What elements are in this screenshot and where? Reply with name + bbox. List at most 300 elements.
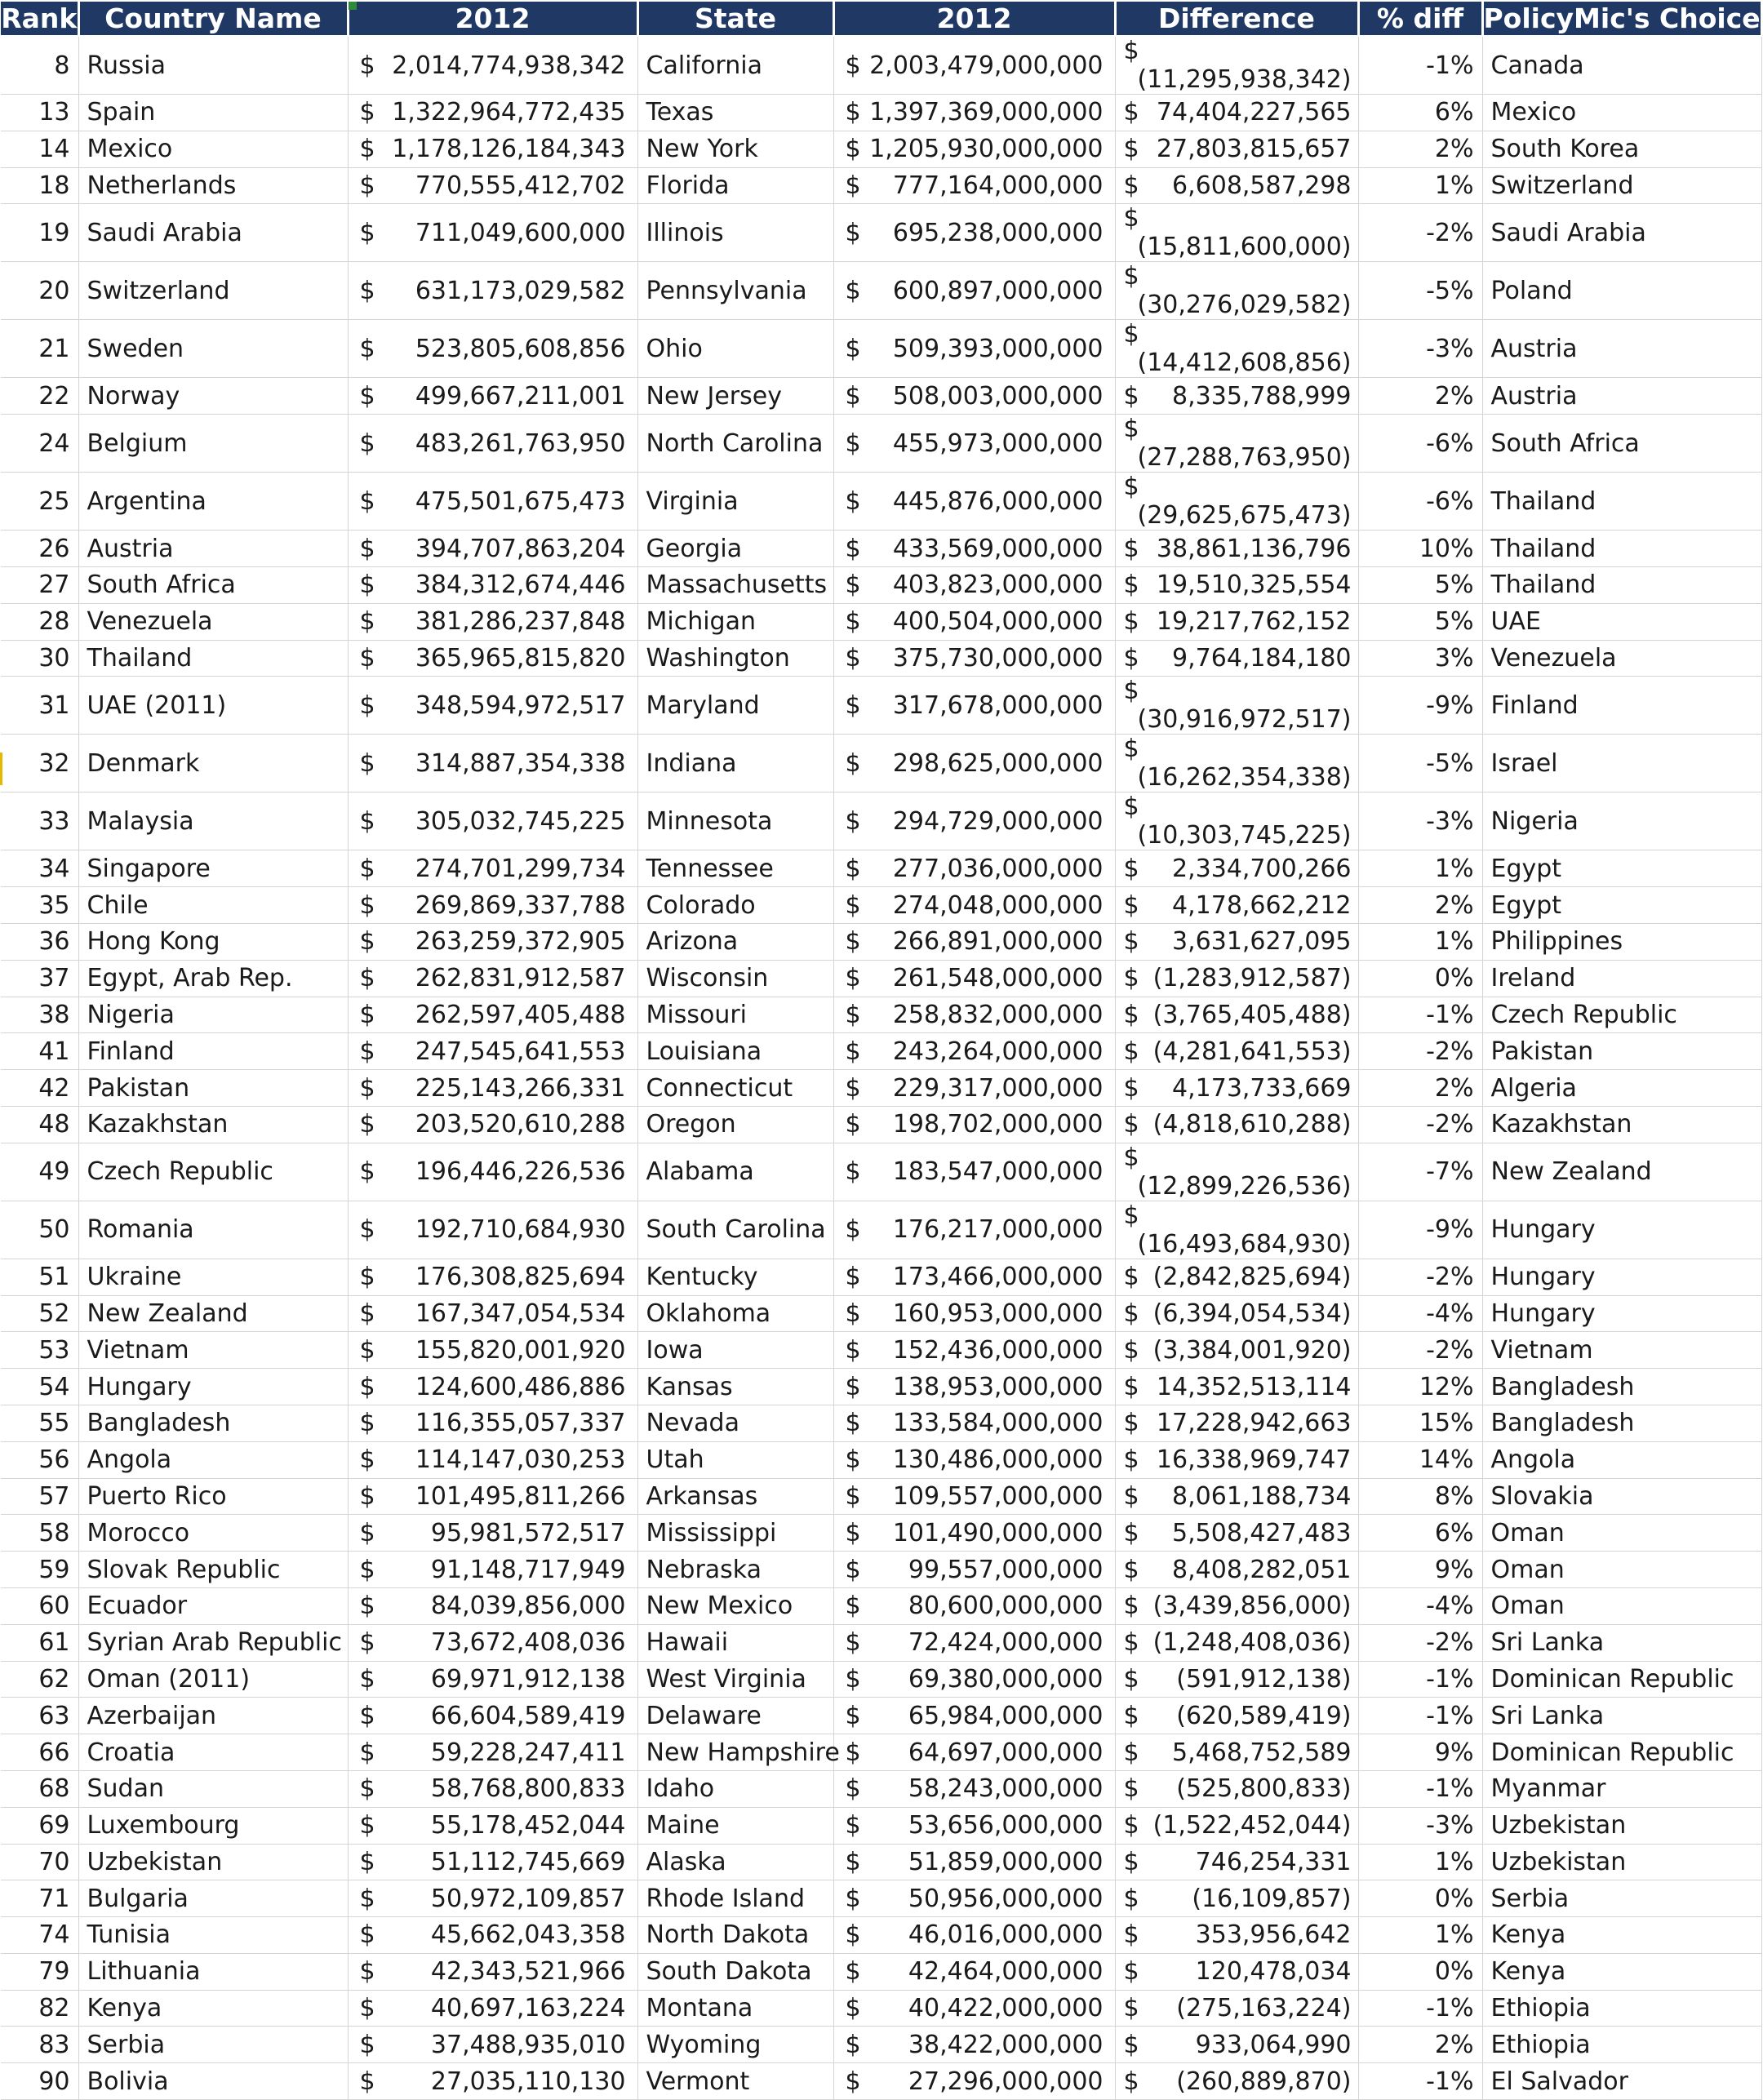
cell-rank[interactable]: 26 (1, 531, 78, 567)
cell-pct-diff[interactable]: 2% (1358, 378, 1482, 415)
cell-country-name[interactable]: Sudan (78, 1770, 348, 1807)
cell-state[interactable]: Georgia (637, 531, 833, 567)
cell-state[interactable]: Maryland (637, 677, 833, 735)
cell-country-gdp[interactable] (348, 850, 637, 887)
cell-country-gdp[interactable] (348, 36, 637, 95)
cell-rank[interactable]: 25 (1, 473, 78, 531)
cell-state-gdp[interactable] (833, 1734, 1115, 1771)
cell-difference[interactable] (1115, 1295, 1358, 1332)
cell-country-gdp[interactable] (348, 603, 637, 640)
cell-country-gdp[interactable] (348, 2027, 637, 2063)
cell-difference[interactable] (1115, 1106, 1358, 1143)
cell-state[interactable]: Kansas (637, 1369, 833, 1405)
cell-rank[interactable]: 55 (1, 1405, 78, 1441)
cell-country-name[interactable]: Luxembourg (78, 1807, 348, 1844)
cell-country-name[interactable]: Uzbekistan (78, 1844, 348, 1880)
cell-state-gdp[interactable] (833, 204, 1115, 262)
cell-difference[interactable] (1115, 36, 1358, 95)
cell-country-gdp[interactable] (348, 792, 637, 850)
cell-country-name[interactable]: Spain (78, 95, 348, 131)
cell-policymic-choice[interactable]: El Salvador (1482, 2063, 1761, 2100)
cell-country-name[interactable]: Norway (78, 378, 348, 415)
cell-country-name[interactable]: Angola (78, 1441, 348, 1478)
cell-country-name[interactable]: Sweden (78, 320, 348, 378)
cell-state-gdp[interactable] (833, 378, 1115, 415)
cell-country-name[interactable]: Switzerland (78, 262, 348, 320)
cell-state-gdp[interactable] (833, 923, 1115, 960)
cell-policymic-choice[interactable]: Egypt (1482, 850, 1761, 887)
cell-difference[interactable] (1115, 1259, 1358, 1295)
cell-state-gdp[interactable] (833, 1807, 1115, 1844)
cell-rank[interactable]: 36 (1, 923, 78, 960)
cell-state[interactable]: Idaho (637, 1770, 833, 1807)
cell-pct-diff[interactable]: -2% (1358, 1033, 1482, 1070)
header-pct-diff[interactable]: % diff (1358, 2, 1482, 36)
cell-country-name[interactable]: Ukraine (78, 1259, 348, 1295)
cell-state[interactable]: Arizona (637, 923, 833, 960)
cell-state-gdp[interactable] (833, 1661, 1115, 1698)
cell-state[interactable]: South Carolina (637, 1201, 833, 1259)
cell-difference[interactable] (1115, 473, 1358, 531)
cell-state-gdp[interactable] (833, 473, 1115, 531)
cell-rank[interactable]: 30 (1, 640, 78, 677)
cell-difference[interactable] (1115, 1143, 1358, 1201)
cell-rank[interactable]: 24 (1, 415, 78, 473)
cell-policymic-choice[interactable]: Finland (1482, 677, 1761, 735)
cell-difference[interactable] (1115, 1552, 1358, 1588)
cell-policymic-choice[interactable]: Ethiopia (1482, 1990, 1761, 2027)
cell-rank[interactable]: 62 (1, 1661, 78, 1698)
cell-country-gdp[interactable] (348, 1844, 637, 1880)
cell-pct-diff[interactable]: 0% (1358, 1953, 1482, 1990)
cell-difference[interactable] (1115, 1332, 1358, 1369)
cell-pct-diff[interactable]: 0% (1358, 1880, 1482, 1917)
cell-difference[interactable] (1115, 1201, 1358, 1259)
cell-state[interactable]: Nebraska (637, 1552, 833, 1588)
cell-state[interactable]: Nevada (637, 1405, 833, 1441)
cell-state[interactable]: Wyoming (637, 2027, 833, 2063)
cell-state-gdp[interactable] (833, 2027, 1115, 2063)
cell-pct-diff[interactable]: -1% (1358, 1990, 1482, 2027)
cell-country-name[interactable]: Tunisia (78, 1917, 348, 1954)
cell-pct-diff[interactable]: -3% (1358, 320, 1482, 378)
cell-policymic-choice[interactable]: Algeria (1482, 1070, 1761, 1107)
cell-policymic-choice[interactable]: Hungary (1482, 1201, 1761, 1259)
cell-policymic-choice[interactable]: Dominican Republic (1482, 1661, 1761, 1698)
cell-rank[interactable]: 54 (1, 1369, 78, 1405)
cell-state-gdp[interactable] (833, 1295, 1115, 1332)
cell-rank[interactable]: 52 (1, 1295, 78, 1332)
cell-country-gdp[interactable] (348, 1369, 637, 1405)
cell-pct-diff[interactable]: 12% (1358, 1369, 1482, 1405)
cell-pct-diff[interactable]: 10% (1358, 531, 1482, 567)
cell-difference[interactable] (1115, 2063, 1358, 2100)
cell-rank[interactable]: 41 (1, 1033, 78, 1070)
cell-difference[interactable] (1115, 1478, 1358, 1515)
cell-difference[interactable] (1115, 997, 1358, 1033)
cell-policymic-choice[interactable]: Kenya (1482, 1917, 1761, 1954)
cell-country-name[interactable]: Chile (78, 887, 348, 924)
cell-rank[interactable]: 22 (1, 378, 78, 415)
cell-country-gdp[interactable] (348, 1441, 637, 1478)
cell-policymic-choice[interactable]: Saudi Arabia (1482, 204, 1761, 262)
cell-state[interactable]: Texas (637, 95, 833, 131)
cell-country-gdp[interactable] (348, 1332, 637, 1369)
cell-state[interactable]: Colorado (637, 887, 833, 924)
cell-state[interactable]: Vermont (637, 2063, 833, 2100)
cell-pct-diff[interactable]: -4% (1358, 1587, 1482, 1624)
cell-country-gdp[interactable] (348, 1917, 637, 1954)
cell-state[interactable]: Iowa (637, 1332, 833, 1369)
cell-country-gdp[interactable] (348, 473, 637, 531)
cell-difference[interactable] (1115, 1587, 1358, 1624)
cell-difference[interactable] (1115, 378, 1358, 415)
cell-pct-diff[interactable]: -1% (1358, 1698, 1482, 1734)
cell-difference[interactable] (1115, 1807, 1358, 1844)
cell-difference[interactable] (1115, 887, 1358, 924)
cell-rank[interactable]: 34 (1, 850, 78, 887)
cell-state[interactable]: Wisconsin (637, 960, 833, 997)
cell-state[interactable]: New Mexico (637, 1587, 833, 1624)
cell-pct-diff[interactable]: 2% (1358, 2027, 1482, 2063)
cell-rank[interactable]: 14 (1, 131, 78, 167)
cell-rank[interactable]: 51 (1, 1259, 78, 1295)
cell-country-gdp[interactable] (348, 566, 637, 603)
cell-difference[interactable] (1115, 640, 1358, 677)
cell-country-name[interactable]: Azerbaijan (78, 1698, 348, 1734)
cell-rank[interactable]: 27 (1, 566, 78, 603)
header-policymic-choice[interactable]: PolicyMic's Choice (1483, 2, 1761, 34)
cell-difference[interactable] (1115, 167, 1358, 204)
cell-state-gdp[interactable] (833, 1698, 1115, 1734)
cell-country-name[interactable]: Nigeria (78, 997, 348, 1033)
cell-state[interactable]: Oklahoma (637, 1295, 833, 1332)
cell-difference[interactable] (1115, 1880, 1358, 1917)
cell-rank[interactable]: 37 (1, 960, 78, 997)
cell-state-gdp[interactable] (833, 1259, 1115, 1295)
cell-pct-diff[interactable]: -6% (1358, 415, 1482, 473)
cell-country-name[interactable]: Kenya (78, 1990, 348, 2027)
cell-state-gdp[interactable] (833, 887, 1115, 924)
cell-state[interactable]: Pennsylvania (637, 262, 833, 320)
cell-state[interactable]: Delaware (637, 1698, 833, 1734)
cell-difference[interactable] (1115, 566, 1358, 603)
cell-state-gdp[interactable] (833, 531, 1115, 567)
cell-state[interactable]: Alabama (637, 1143, 833, 1201)
cell-pct-diff[interactable]: 1% (1358, 1844, 1482, 1880)
cell-rank[interactable]: 50 (1, 1201, 78, 1259)
cell-country-name[interactable]: Malaysia (78, 792, 348, 850)
cell-state-gdp[interactable] (833, 415, 1115, 473)
cell-pct-diff[interactable]: 5% (1358, 603, 1482, 640)
cell-rank[interactable]: 90 (1, 2063, 78, 2100)
cell-rank[interactable]: 35 (1, 887, 78, 924)
cell-country-gdp[interactable] (348, 887, 637, 924)
cell-rank[interactable]: 70 (1, 1844, 78, 1880)
cell-country-gdp[interactable] (348, 960, 637, 997)
cell-policymic-choice[interactable]: Ireland (1482, 960, 1761, 997)
cell-state[interactable]: Connecticut (637, 1070, 833, 1107)
cell-state[interactable]: Rhode Island (637, 1880, 833, 1917)
cell-difference[interactable] (1115, 320, 1358, 378)
cell-state-gdp[interactable] (833, 1478, 1115, 1515)
cell-policymic-choice[interactable]: Pakistan (1482, 1033, 1761, 1070)
cell-state[interactable]: West Virginia (637, 1661, 833, 1698)
cell-difference[interactable] (1115, 1070, 1358, 1107)
cell-policymic-choice[interactable]: Vietnam (1482, 1332, 1761, 1369)
cell-policymic-choice[interactable]: Kenya (1482, 1953, 1761, 1990)
cell-policymic-choice[interactable]: Canada (1482, 36, 1761, 95)
cell-state-gdp[interactable] (833, 131, 1115, 167)
cell-rank[interactable]: 61 (1, 1624, 78, 1661)
cell-pct-diff[interactable]: -4% (1358, 1295, 1482, 1332)
cell-country-name[interactable]: Singapore (78, 850, 348, 887)
cell-country-name[interactable]: Belgium (78, 415, 348, 473)
cell-rank[interactable]: 71 (1, 1880, 78, 1917)
cell-country-name[interactable]: Mexico (78, 131, 348, 167)
cell-state[interactable]: New Jersey (637, 378, 833, 415)
cell-policymic-choice[interactable]: Sri Lanka (1482, 1698, 1761, 1734)
cell-country-name[interactable]: Finland (78, 1033, 348, 1070)
cell-state-gdp[interactable] (833, 792, 1115, 850)
cell-rank[interactable]: 57 (1, 1478, 78, 1515)
cell-difference[interactable] (1115, 735, 1358, 792)
cell-state[interactable]: New York (637, 131, 833, 167)
cell-country-name[interactable]: Saudi Arabia (78, 204, 348, 262)
cell-pct-diff[interactable]: 0% (1358, 960, 1482, 997)
cell-policymic-choice[interactable]: Uzbekistan (1482, 1844, 1761, 1880)
cell-pct-diff[interactable]: -1% (1358, 1770, 1482, 1807)
cell-country-gdp[interactable] (348, 531, 637, 567)
cell-difference[interactable] (1115, 1661, 1358, 1698)
cell-pct-diff[interactable]: 9% (1358, 1552, 1482, 1588)
cell-country-gdp[interactable] (348, 262, 637, 320)
cell-country-name[interactable]: Bolivia (78, 2063, 348, 2100)
cell-state-gdp[interactable] (833, 1070, 1115, 1107)
cell-difference[interactable] (1115, 262, 1358, 320)
cell-pct-diff[interactable]: -2% (1358, 1106, 1482, 1143)
cell-pct-diff[interactable]: 1% (1358, 923, 1482, 960)
cell-policymic-choice[interactable]: Kazakhstan (1482, 1106, 1761, 1143)
cell-pct-diff[interactable]: -2% (1358, 1259, 1482, 1295)
cell-pct-diff[interactable]: -2% (1358, 1624, 1482, 1661)
cell-state-gdp[interactable] (833, 1953, 1115, 1990)
cell-state-gdp[interactable] (833, 960, 1115, 997)
cell-state-gdp[interactable] (833, 1106, 1115, 1143)
cell-policymic-choice[interactable]: Slovakia (1482, 1478, 1761, 1515)
cell-state-gdp[interactable] (833, 603, 1115, 640)
cell-state-gdp[interactable] (833, 1369, 1115, 1405)
cell-state[interactable]: Virginia (637, 473, 833, 531)
cell-country-gdp[interactable] (348, 923, 637, 960)
cell-difference[interactable] (1115, 415, 1358, 473)
cell-state[interactable]: Alaska (637, 1844, 833, 1880)
cell-state[interactable]: Illinois (637, 204, 833, 262)
cell-country-gdp[interactable] (348, 997, 637, 1033)
cell-state-gdp[interactable] (833, 1332, 1115, 1369)
cell-rank[interactable]: 32 (1, 735, 78, 792)
cell-country-gdp[interactable] (348, 1143, 637, 1201)
cell-country-gdp[interactable] (348, 415, 637, 473)
cell-difference[interactable] (1115, 2027, 1358, 2063)
cell-country-name[interactable]: Kazakhstan (78, 1106, 348, 1143)
cell-pct-diff[interactable]: -5% (1358, 735, 1482, 792)
cell-difference[interactable] (1115, 1698, 1358, 1734)
cell-state-gdp[interactable] (833, 1880, 1115, 1917)
cell-difference[interactable] (1115, 1953, 1358, 1990)
cell-state-gdp[interactable] (833, 167, 1115, 204)
cell-country-gdp[interactable] (348, 1259, 637, 1295)
cell-rank[interactable]: 13 (1, 95, 78, 131)
cell-difference[interactable] (1115, 960, 1358, 997)
cell-policymic-choice[interactable]: Switzerland (1482, 167, 1761, 204)
cell-country-name[interactable]: Croatia (78, 1734, 348, 1771)
cell-country-name[interactable]: Puerto Rico (78, 1478, 348, 1515)
cell-country-name[interactable]: Ecuador (78, 1587, 348, 1624)
cell-difference[interactable] (1115, 1770, 1358, 1807)
cell-state[interactable]: Florida (637, 167, 833, 204)
cell-state-gdp[interactable] (833, 1515, 1115, 1552)
cell-country-gdp[interactable] (348, 1624, 637, 1661)
cell-state[interactable]: Hawaii (637, 1624, 833, 1661)
cell-rank[interactable]: 69 (1, 1807, 78, 1844)
cell-pct-diff[interactable]: -6% (1358, 473, 1482, 531)
cell-rank[interactable]: 60 (1, 1587, 78, 1624)
cell-state[interactable]: Arkansas (637, 1478, 833, 1515)
cell-policymic-choice[interactable]: New Zealand (1482, 1143, 1761, 1201)
header-state[interactable]: State (637, 2, 833, 36)
cell-state[interactable]: Indiana (637, 735, 833, 792)
cell-policymic-choice[interactable]: Israel (1482, 735, 1761, 792)
cell-country-gdp[interactable] (348, 1033, 637, 1070)
cell-policymic-choice[interactable]: Dominican Republic (1482, 1734, 1761, 1771)
cell-rank[interactable]: 66 (1, 1734, 78, 1771)
cell-difference[interactable] (1115, 677, 1358, 735)
cell-state-gdp[interactable] (833, 850, 1115, 887)
cell-state[interactable]: Ohio (637, 320, 833, 378)
cell-pct-diff[interactable]: -9% (1358, 1201, 1482, 1259)
cell-difference[interactable] (1115, 1369, 1358, 1405)
cell-rank[interactable]: 33 (1, 792, 78, 850)
cell-policymic-choice[interactable]: Austria (1482, 320, 1761, 378)
cell-country-gdp[interactable] (348, 131, 637, 167)
cell-policymic-choice[interactable]: Oman (1482, 1552, 1761, 1588)
cell-policymic-choice[interactable]: Thailand (1482, 566, 1761, 603)
cell-country-name[interactable]: Netherlands (78, 167, 348, 204)
cell-country-gdp[interactable] (348, 1295, 637, 1332)
cell-policymic-choice[interactable]: Philippines (1482, 923, 1761, 960)
cell-pct-diff[interactable]: -3% (1358, 1807, 1482, 1844)
cell-state-gdp[interactable] (833, 1917, 1115, 1954)
cell-pct-diff[interactable]: 8% (1358, 1478, 1482, 1515)
cell-rank[interactable]: 42 (1, 1070, 78, 1107)
cell-country-gdp[interactable] (348, 1770, 637, 1807)
cell-country-name[interactable]: Oman (2011) (78, 1661, 348, 1698)
cell-country-name[interactable]: UAE (2011) (78, 677, 348, 735)
cell-country-name[interactable]: Hong Kong (78, 923, 348, 960)
cell-country-name[interactable]: Romania (78, 1201, 348, 1259)
cell-difference[interactable] (1115, 531, 1358, 567)
cell-difference[interactable] (1115, 1734, 1358, 1771)
header-country-name[interactable]: Country Name (78, 2, 348, 36)
cell-country-gdp[interactable] (348, 1587, 637, 1624)
cell-pct-diff[interactable]: 6% (1358, 1515, 1482, 1552)
cell-state-gdp[interactable] (833, 262, 1115, 320)
cell-rank[interactable]: 68 (1, 1770, 78, 1807)
cell-pct-diff[interactable]: 15% (1358, 1405, 1482, 1441)
cell-policymic-choice[interactable]: Sri Lanka (1482, 1624, 1761, 1661)
cell-rank[interactable]: 79 (1, 1953, 78, 1990)
cell-state-gdp[interactable] (833, 1770, 1115, 1807)
cell-rank[interactable]: 21 (1, 320, 78, 378)
cell-rank[interactable]: 48 (1, 1106, 78, 1143)
cell-country-gdp[interactable] (348, 320, 637, 378)
cell-country-gdp[interactable] (348, 204, 637, 262)
cell-policymic-choice[interactable]: Uzbekistan (1482, 1807, 1761, 1844)
cell-country-gdp[interactable] (348, 378, 637, 415)
cell-pct-diff[interactable]: -5% (1358, 262, 1482, 320)
cell-rank[interactable]: 83 (1, 2027, 78, 2063)
cell-country-gdp[interactable] (348, 95, 637, 131)
cell-state[interactable]: Michigan (637, 603, 833, 640)
cell-state-gdp[interactable] (833, 640, 1115, 677)
cell-country-name[interactable]: Morocco (78, 1515, 348, 1552)
cell-policymic-choice[interactable]: Hungary (1482, 1295, 1761, 1332)
cell-rank[interactable]: 74 (1, 1917, 78, 1954)
cell-policymic-choice[interactable]: South Korea (1482, 131, 1761, 167)
cell-state-gdp[interactable] (833, 2063, 1115, 2100)
cell-state[interactable]: Tennessee (637, 850, 833, 887)
cell-rank[interactable]: 28 (1, 603, 78, 640)
cell-pct-diff[interactable]: -1% (1358, 1661, 1482, 1698)
cell-pct-diff[interactable]: 1% (1358, 850, 1482, 887)
cell-pct-diff[interactable]: 2% (1358, 131, 1482, 167)
cell-country-name[interactable]: Austria (78, 531, 348, 567)
cell-country-name[interactable]: Denmark (78, 735, 348, 792)
cell-pct-diff[interactable]: -9% (1358, 677, 1482, 735)
cell-state[interactable]: Massachusetts (637, 566, 833, 603)
cell-pct-diff[interactable]: -1% (1358, 997, 1482, 1033)
cell-country-gdp[interactable] (348, 1734, 637, 1771)
cell-country-name[interactable]: Hungary (78, 1369, 348, 1405)
cell-policymic-choice[interactable]: Hungary (1482, 1259, 1761, 1295)
cell-policymic-choice[interactable]: Ethiopia (1482, 2027, 1761, 2063)
cell-state-gdp[interactable] (833, 1405, 1115, 1441)
cell-rank[interactable]: 20 (1, 262, 78, 320)
cell-state-gdp[interactable] (833, 1552, 1115, 1588)
cell-country-name[interactable]: Czech Republic (78, 1143, 348, 1201)
cell-difference[interactable] (1115, 204, 1358, 262)
cell-pct-diff[interactable]: -2% (1358, 204, 1482, 262)
cell-difference[interactable] (1115, 95, 1358, 131)
cell-policymic-choice[interactable]: Serbia (1482, 1880, 1761, 1917)
cell-difference[interactable] (1115, 131, 1358, 167)
cell-policymic-choice[interactable]: South Africa (1482, 415, 1761, 473)
cell-state[interactable]: North Carolina (637, 415, 833, 473)
cell-pct-diff[interactable]: -1% (1358, 36, 1482, 95)
cell-pct-diff[interactable]: 5% (1358, 566, 1482, 603)
header-country-2012[interactable]: 2012 (348, 2, 637, 36)
cell-country-name[interactable]: South Africa (78, 566, 348, 603)
cell-policymic-choice[interactable]: Austria (1482, 378, 1761, 415)
cell-policymic-choice[interactable]: Oman (1482, 1515, 1761, 1552)
cell-rank[interactable]: 59 (1, 1552, 78, 1588)
cell-state-gdp[interactable] (833, 1143, 1115, 1201)
cell-pct-diff[interactable]: 6% (1358, 95, 1482, 131)
cell-rank[interactable]: 53 (1, 1332, 78, 1369)
cell-country-gdp[interactable] (348, 677, 637, 735)
header-state-2012[interactable]: 2012 (833, 2, 1115, 36)
